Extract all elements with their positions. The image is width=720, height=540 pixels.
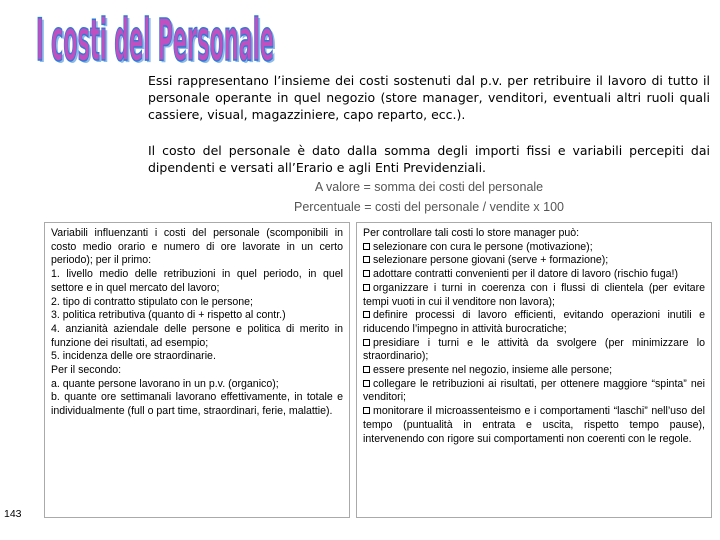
left-line: 3. politica retributiva (quanto di + rispetto al contr.)	[51, 309, 286, 322]
list-item-text: organizzare i turni in coerenza con i flussi di clientela (per evitare tempi vuoti in cui il venditore non lavora);	[363, 281, 705, 308]
percent-formula: Percentuale = costi del personale / vendite x 100	[294, 200, 564, 214]
square-bullet-icon	[363, 366, 370, 373]
right-heading: Per controllare tali costi lo store manager può:	[363, 227, 580, 239]
list-item	[363, 309, 705, 336]
left-line: Per il secondo:	[51, 364, 122, 377]
list-item	[363, 254, 705, 268]
square-bullet-icon	[363, 270, 370, 277]
list-item-text: definire processi di lavoro efficienti, evitando operazioni inutili e riducendo l’impegno in attività burocratiche;	[363, 309, 705, 335]
title-shadow: I costi del Personale	[38, 8, 276, 70]
square-bullet-icon	[363, 380, 370, 387]
left-line: 1. livello medio delle retribuzioni in quel periodo, in quel settore e in quel mercato del lavoro;	[51, 268, 343, 294]
page-title: I costi del Personale	[36, 6, 274, 70]
page-number: 143	[4, 508, 22, 520]
variables-box	[44, 222, 350, 518]
title-wordart	[30, 2, 280, 70]
square-bullet-icon	[363, 284, 370, 291]
list-item-text: monitorare il microassenteismo e i comportamenti “laschi” nell’uso del tempo (puntualità in entrata e uscita, rispetto tempo pause), intervenendo con rigore sui comportamenti non coerenti con le regole.	[363, 405, 705, 445]
intro-paragraph: Essi rappresentano l’insieme dei costi sostenuti dal p.v. per retribuire il lavoro di tutto il personale operante in quel negozio (store manager, venditori, eventuali altri ruoli quali cassiere, visual, magazziniere, capo reparto, ecc.).	[148, 73, 710, 122]
square-bullet-icon	[363, 339, 370, 346]
list-item-text: selezionare con cura le persone (motivazione);	[373, 240, 593, 253]
list-item-text: essere presente nel negozio, insieme alle persone;	[373, 364, 613, 377]
list-item-text: selezionare persone giovani (serve + formazione);	[373, 254, 609, 267]
list-item	[363, 364, 705, 378]
list-item	[363, 405, 705, 446]
definition-paragraph: Il costo del personale è dato dalla somma degli importi fissi e variabili percepiti dai dipendenti e versati all’Erario e agli Enti Previdenziali.	[148, 143, 710, 175]
square-bullet-icon	[363, 243, 370, 250]
left-line: a. quante persone lavorano in un p.v. (organico);	[51, 377, 279, 390]
left-line: Variabili influenzanti i costi del personale (scomponibili in costo medio orario e numero di ore lavorate in un certo periodo); per il primo:	[51, 227, 343, 267]
list-item	[363, 241, 705, 255]
control-actions-box	[356, 222, 712, 518]
list-item	[363, 378, 705, 405]
left-line: 5. incidenza delle ore straordinarie.	[51, 350, 216, 363]
left-line: 4. anzianità aziendale delle persone e politica di merito in funzione dei risultati, ad esempio;	[51, 322, 343, 349]
square-bullet-icon	[363, 407, 370, 414]
absolute-formula: A valore = somma dei costi del personale	[314, 180, 544, 194]
list-item	[363, 268, 705, 282]
left-line: b. quante ore settimanali lavorano effettivamente, in totale e individualmente (full o part time, straordinari, ferie, malattie).	[51, 391, 343, 418]
square-bullet-icon	[363, 311, 370, 318]
left-line: 2. tipo di contratto stipulato con le persone;	[51, 295, 253, 308]
list-item	[363, 337, 705, 364]
list-item-text: adottare contratti convenienti per il datore di lavoro (rischio fuga!)	[373, 268, 679, 281]
list-item	[363, 282, 705, 309]
list-item-text: collegare le retribuzioni ai risultati, per ottenere maggiore “spinta” nei venditori;	[363, 377, 705, 404]
list-item-text: presidiare i turni e le attività da svolgere (per minimizzare lo straordinario);	[363, 336, 705, 363]
square-bullet-icon	[363, 256, 370, 263]
